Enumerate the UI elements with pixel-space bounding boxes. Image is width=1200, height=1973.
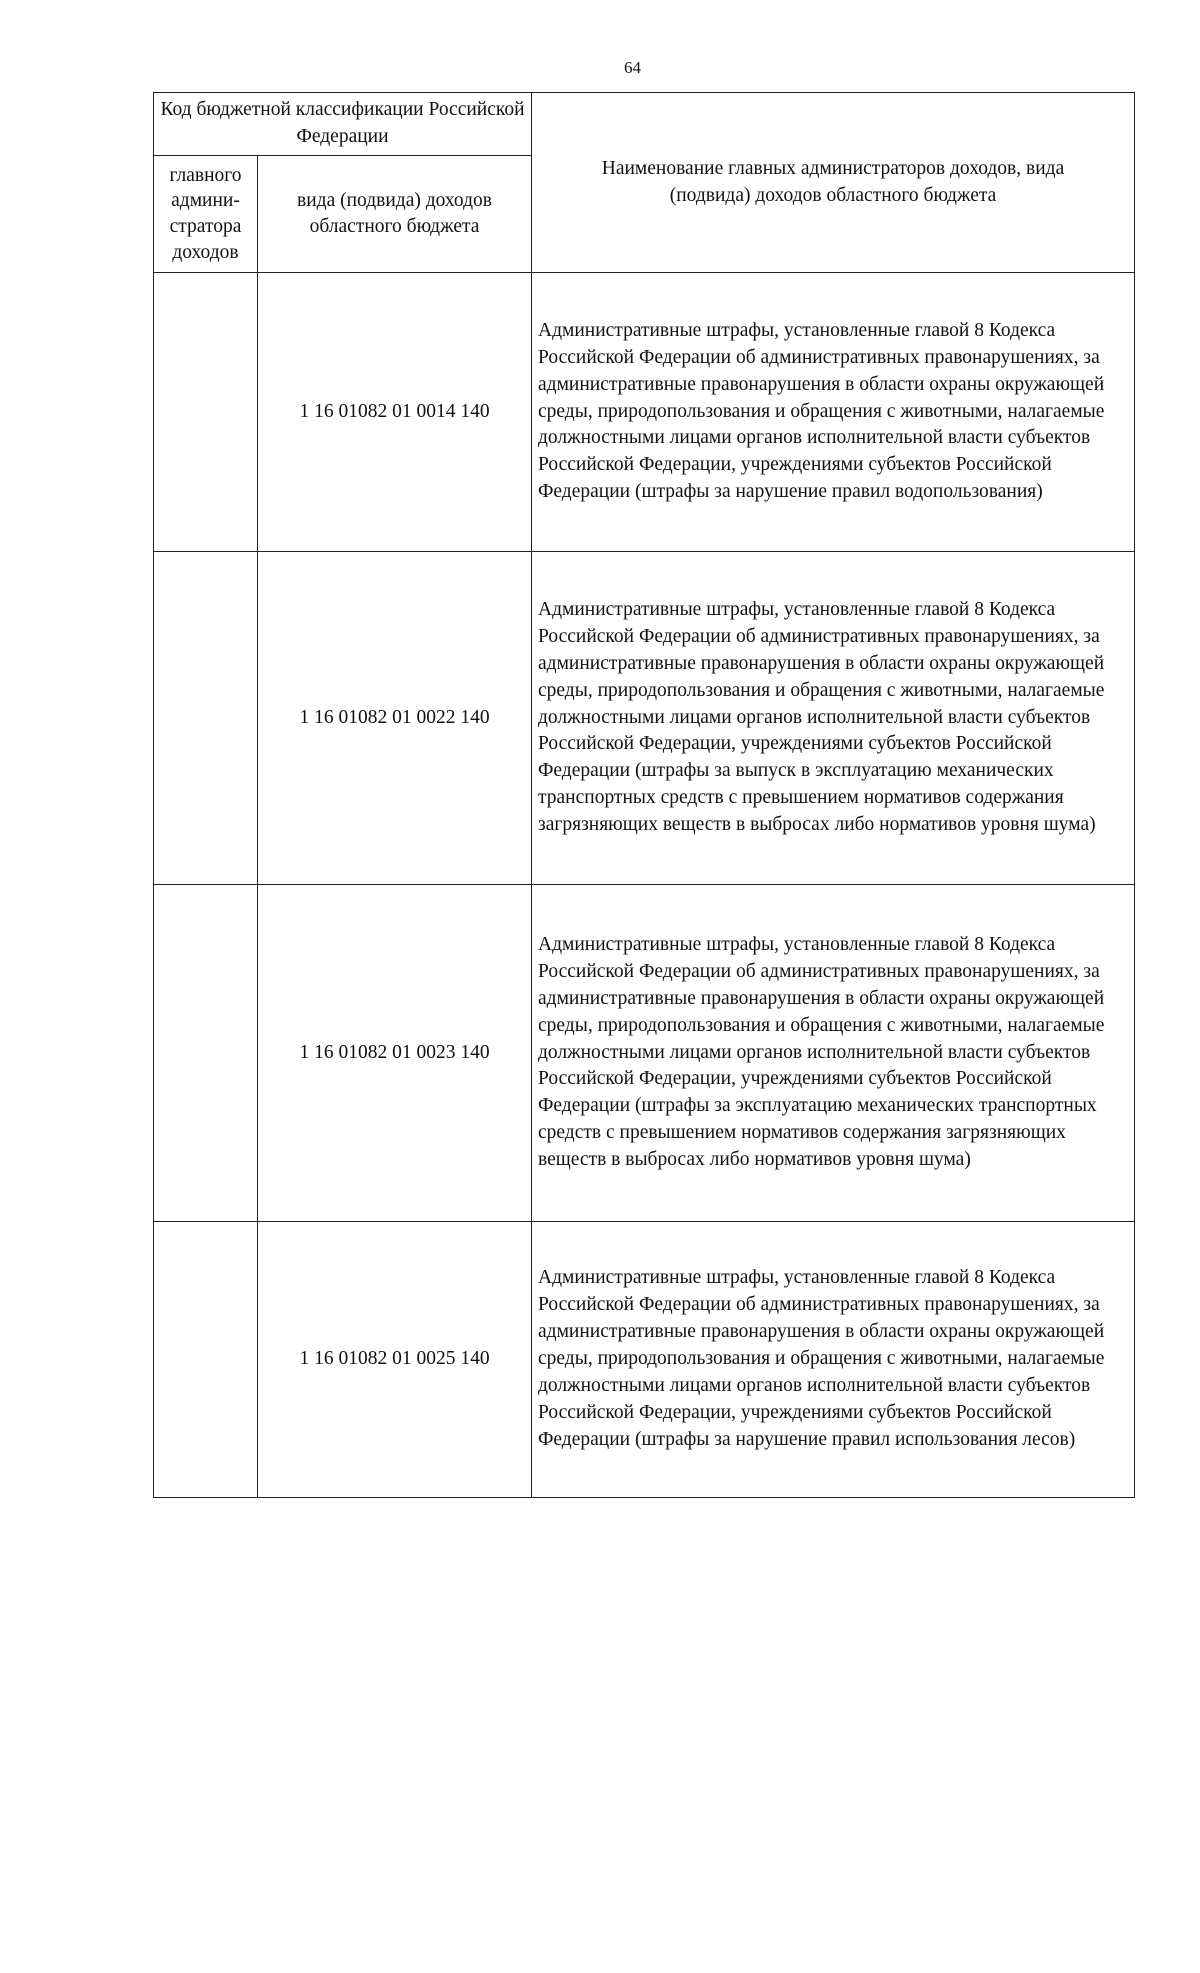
cell-income-code: 1 16 01082 01 0023 140 — [258, 885, 532, 1222]
cell-income-name: Административные штрафы, установленные главой 8 Кодекса Российской Федерации об административных правонарушениях, за административные правонарушения в области охраны окружающей среды, природопользования и обращения с животными, налагаемые должностными лицами органов исполнительной власти субъектов Российской Федерации, учреждениями субъектов Российской Федерации (штрафы за эксплуатацию механических транспортных средств с превышением нормативов содержания загрязняющих веществ в выбросах либо нормативов уровня шума) — [532, 885, 1135, 1222]
cell-administrator-code — [154, 885, 258, 1222]
cell-income-name: Административные штрафы, установленные главой 8 Кодекса Российской Федерации об административных правонарушениях, за административные правонарушения в области охраны окружающей среды, природопользования и обращения с животными, налагаемые должностными лицами органов исполнительной власти субъектов Российской Федерации, учреждениями субъектов Российской Федерации (штрафы за нарушение правил водопользования) — [532, 273, 1135, 552]
table-row — [154, 885, 1135, 1222]
header-income-type: вида (подвида) доходов областного бюджета — [258, 156, 532, 273]
page-number: 64 — [624, 58, 641, 77]
table-row — [154, 273, 1135, 552]
header-administrator-name: Наименование главных администраторов доходов, вида (подвида) доходов областного бюджета — [532, 93, 1135, 273]
table-row — [154, 552, 1135, 885]
header-main-administrator: главного админи-стратора доходов — [154, 156, 258, 273]
cell-income-code: 1 16 01082 01 0022 140 — [258, 552, 532, 885]
cell-income-name: Административные штрафы, установленные главой 8 Кодекса Российской Федерации об административных правонарушениях, за административные правонарушения в области охраны окружающей среды, природопользования и обращения с животными, налагаемые должностными лицами органов исполнительной власти субъектов Российской Федерации, учреждениями субъектов Российской Федерации (штрафы за нарушение правил использования лесов) — [532, 1222, 1135, 1498]
budget-classification-table — [153, 92, 1135, 1498]
cell-administrator-code — [154, 552, 258, 885]
header-budget-code-group: Код бюджетной классификации Российской Федерации — [154, 93, 532, 156]
cell-income-name: Административные штрафы, установленные главой 8 Кодекса Российской Федерации об административных правонарушениях, за административные правонарушения в области охраны окружающей среды, природопользования и обращения с животными, налагаемые должностными лицами органов исполнительной власти субъектов Российской Федерации, учреждениями субъектов Российской Федерации (штрафы за выпуск в эксплуатацию механических транспортных средств с превышением нормативов содержания загрязняющих веществ в выбросах либо нормативов уровня шума) — [532, 552, 1135, 885]
table-row — [154, 1222, 1135, 1498]
table-header-row — [154, 93, 1135, 156]
cell-income-code: 1 16 01082 01 0014 140 — [258, 273, 532, 552]
cell-administrator-code — [154, 1222, 258, 1498]
cell-income-code: 1 16 01082 01 0025 140 — [258, 1222, 532, 1498]
cell-administrator-code — [154, 273, 258, 552]
